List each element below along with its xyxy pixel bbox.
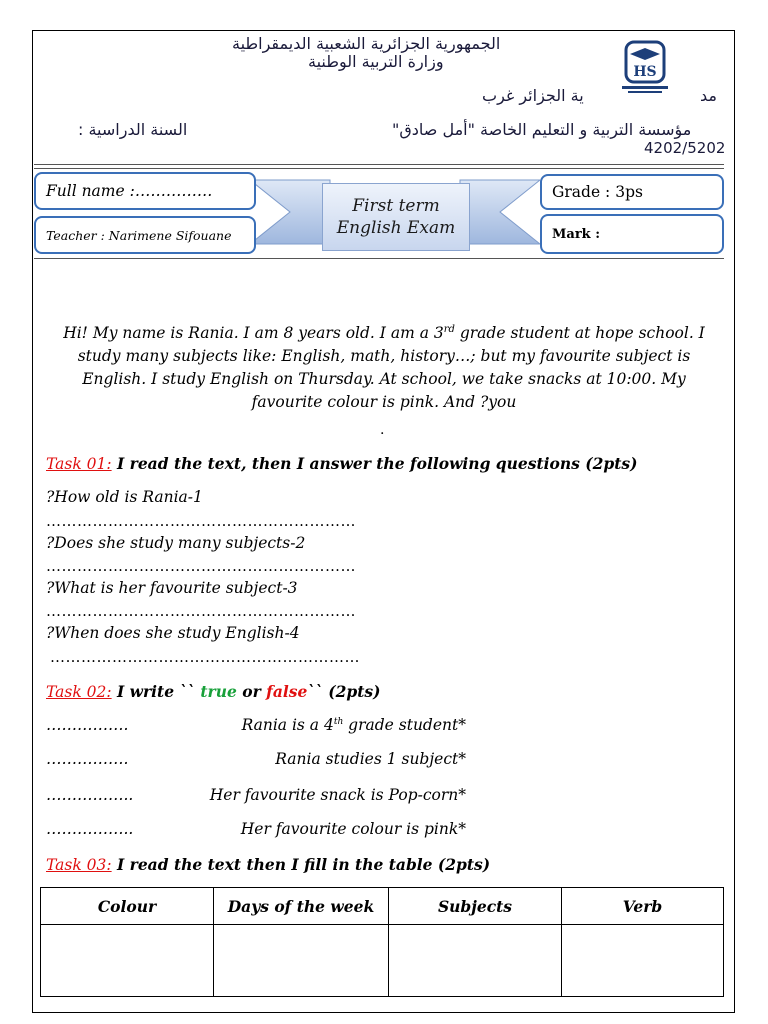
republic-title: الجمهورية الجزائرية الشعبية الديمقراطية xyxy=(232,34,501,53)
mark-box[interactable] xyxy=(540,214,724,254)
cell-colour[interactable] xyxy=(41,925,214,997)
task2-or-word: or xyxy=(236,682,267,701)
full-name-box[interactable] xyxy=(34,172,256,210)
tf-blank-2[interactable]: ……………. xyxy=(46,750,129,768)
grade-box xyxy=(540,174,724,210)
task2-heading xyxy=(46,682,380,701)
svg-text:HS: HS xyxy=(633,64,657,80)
cell-verb[interactable] xyxy=(562,925,724,997)
task1-label: Task 01: xyxy=(46,455,112,473)
tf-row-4 xyxy=(46,820,466,842)
tf-blank-4[interactable]: …………….. xyxy=(46,820,134,838)
school-year-label: السنة الدراسية : xyxy=(78,120,188,139)
full-name-label: Full name :…………… xyxy=(46,182,213,200)
mark-label: Mark : xyxy=(552,226,600,242)
passage-sup: rd xyxy=(443,324,455,335)
tf-blank-3[interactable]: …………….. xyxy=(46,786,134,804)
header-divider-2 xyxy=(34,168,724,169)
task1-title: I read the text, then I answer the following questions (2pts) xyxy=(111,454,638,473)
school-name: مؤسسة التربية و التعليم الخاصة "أمل صادق" xyxy=(392,120,692,139)
task1-question-1: ?How old is Rania-1 xyxy=(46,488,203,506)
col-colour: Colour xyxy=(41,888,214,925)
tf-statement-3: Her favourite snack is Pop-corn* xyxy=(209,786,466,804)
tf-row-3 xyxy=(46,786,466,808)
school-year-value: 4202/5202 xyxy=(644,139,726,157)
tf-row-1 xyxy=(46,716,466,738)
task1-answer-line-1[interactable]: …………………………………………………… xyxy=(46,512,356,530)
task1-answer-line-2[interactable]: …………………………………………………… xyxy=(46,557,356,575)
passage-text-a: Hi! My name is Rania. I am 8 years old. I am a 3 xyxy=(63,324,444,343)
tf-statement-2: Rania studies 1 subject* xyxy=(275,750,466,768)
directorate: ية الجزائر غرب xyxy=(482,86,584,105)
task1-question-4: ?When does she study English-4 xyxy=(46,624,300,642)
exam-title-line1: First term xyxy=(352,196,440,216)
exam-title-line2: English Exam xyxy=(336,218,456,238)
task1-answer-line-3[interactable]: …………………………………………………… xyxy=(46,602,356,620)
task3-title: I read the text then I fill in the table (2pts) xyxy=(111,855,491,874)
teacher-box xyxy=(34,216,256,254)
header-divider xyxy=(34,164,724,165)
col-subjects: Subjects xyxy=(389,888,562,925)
task1-heading xyxy=(46,454,637,473)
info-divider xyxy=(34,258,724,259)
tf-blank-1[interactable]: ……………. xyxy=(46,716,129,734)
passage-dot: . xyxy=(380,422,385,438)
tf-statement-4: Her favourite colour is pink* xyxy=(240,820,466,838)
task2-label: Task 02: xyxy=(46,683,112,701)
reading-passage xyxy=(46,318,722,414)
task2-true-word: true xyxy=(200,682,237,701)
school-logo xyxy=(620,40,670,98)
cell-subjects[interactable] xyxy=(389,925,562,997)
col-verb: Verb xyxy=(562,888,724,925)
ministry-title: وزارة التربية الوطنية xyxy=(308,52,444,71)
task2-title-a: I write `` xyxy=(111,682,201,701)
tf-statement-1: Rania is a 4th grade student* xyxy=(241,716,466,734)
task3-table xyxy=(40,887,724,997)
cell-days[interactable] xyxy=(214,925,389,997)
task1-question-3: ?What is her favourite subject-3 xyxy=(46,579,298,597)
exam-title-box xyxy=(322,183,470,251)
task3-header-row xyxy=(41,888,724,925)
task3-heading xyxy=(46,855,490,874)
passage-text-b: grade student at hope school. I study many subjects like: English, math, history…; but my favourite subject is English. I study English on Thursday. At school, we take snacks at 10:00. My favourite colour is pink. And ?you xyxy=(77,324,705,412)
task3-label: Task 03: xyxy=(46,856,112,874)
teacher-name: Teacher : Narimene Sifouane xyxy=(46,227,232,243)
task3-answer-row xyxy=(41,925,724,997)
task1-question-2: ?Does she study many subjects-2 xyxy=(46,534,306,552)
col-days: Days of the week xyxy=(214,888,389,925)
task2-title-b: `` (2pts) xyxy=(307,682,381,701)
task1-answer-line-4[interactable]: …………………………………………………… xyxy=(50,648,360,666)
task2-false-word: false xyxy=(266,682,308,701)
tf-row-2 xyxy=(46,750,466,772)
grade-label: Grade : 3ps xyxy=(552,183,643,201)
directorate-prefix: مد xyxy=(700,86,717,105)
